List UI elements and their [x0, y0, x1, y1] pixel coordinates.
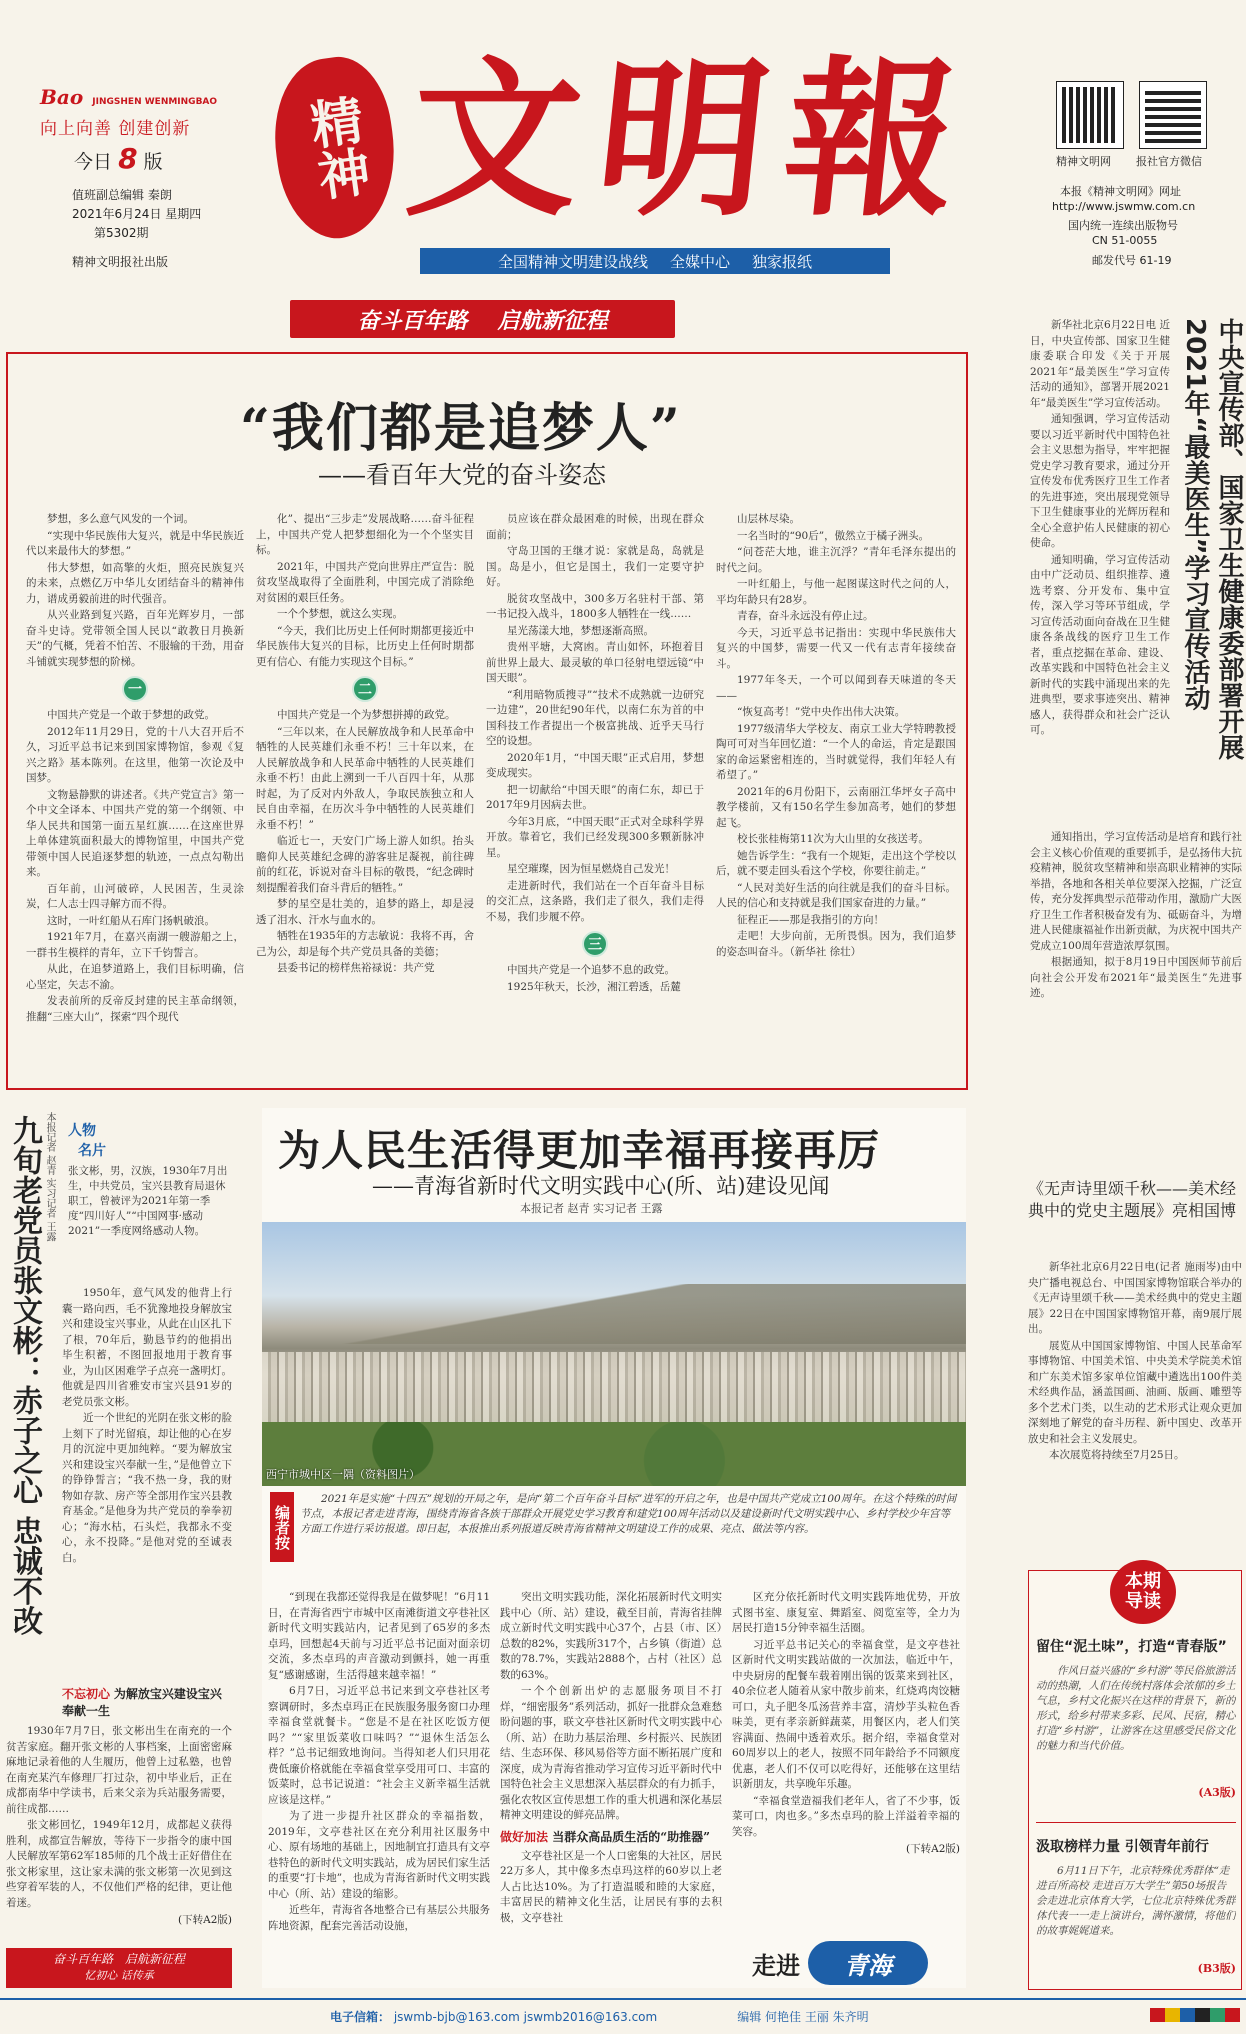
profile-p2: 近一个世纪的光阴在张文彬的脸上刻下了时光留痕，却让他的心在岁月的沉淀中更加纯粹。“要为解放宝兴和建设宝兴奉献一生，”是他曾立下的铮铮誓言；“我不热一身，我的财物如存款、房产等全部用作宝兴县教育基金。”是他身为共产党员的拳拳初心；“海水枯，石头烂，我都永不变心，永不投降。”是他对党的至诚表白。: [62, 1412, 232, 1564]
walk-label: 走进: [752, 1950, 800, 1980]
profile-footer-banner: [6, 1948, 232, 1988]
right-mid-p1: 新华社北京6月22日电(记者 施雨岑)由中央广播电视总台、中国国家博物馆联合举办的《无声诗里颂千秋——美术经典中的党史主题展》22日在中国国家博物馆开幕，南9展厅展出。: [1028, 1261, 1242, 1335]
feature-c1-p2: 6月7日，习近平总书记来到文亭巷社区考察调研时，多杰卓玛正在民族服务服务窗口办理幸福食堂就餐卡。“您是不是在社区吃饭方便吗？”“家里饭菜收口味吗？”“退休生活怎么样？”总书记细致地询问。当得知老人们只用花费低廉价格就能在幸福食堂享受用可口、丰富的饭菜时，总书记说道：“社会主义新幸福生活就应该是这样。”: [268, 1685, 490, 1806]
guide-head-2: 导读: [1125, 1591, 1161, 1612]
lead-c4-p11: 校长张桂梅第11次为大山里的女孩送考。: [737, 833, 929, 845]
right-top-body-wide: [1030, 830, 1242, 1092]
guide-item-1-body: 作风日益兴盛的“乡村游”等民俗旅游活动的热潮，人们在传统村落体会浓郁的乡土气息，乡村文化振兴在这样的背景下，新的形式，给乡村带来多彩、民风、民宿，精心打造“乡村游”，让游客在这里感受民俗文化的魅力和当代价值。: [1036, 1665, 1236, 1752]
masthead: [0, 0, 1246, 282]
lead-c1-p9: 这时，一叶红船从石库门扬帆破浪。: [47, 914, 215, 927]
feature-c3-p3: “幸福食堂造福我们老年人，省了不少事，饭菜可口，肉也多。”多杰卓玛的脸上洋溢着幸福的笑容。: [732, 1794, 960, 1838]
lead-c3-p3: 脱贫攻坚战中，300多万名驻村干部、第一书记投入战斗，1800多人牺牲在一线……: [486, 592, 704, 620]
feature-column-1: [268, 1590, 490, 1990]
feature-subhead-red: 做好加法: [500, 1829, 549, 1844]
feature-subheadline: ——青海省新时代文明实践中心(所、站)建设见闻: [372, 1174, 830, 1198]
qr-code-wechat[interactable]: [1140, 82, 1206, 148]
feature-headline: 为人民生活得更加幸福再接再厉: [278, 1126, 881, 1175]
lead-c4-p6: 今天，习近平总书记指出：实现中华民族伟大复兴的中国梦，需要一代又一代有志青年接续奋斗。: [716, 626, 956, 670]
lead-c4-p12: 她告诉学生：“我有一个规矩，走出这个学校以后，就不要走回头看这个学校，你要往前走。”: [716, 849, 956, 877]
cn-number: CN 51-0055: [1092, 234, 1158, 247]
lead-c2-p8: 梦的星空是壮美的，追梦的路上，却是浸透了泪水、汗水与血水的。: [256, 898, 474, 926]
newspaper-title: 文明報: [399, 40, 985, 240]
section-number-2: 二: [352, 676, 378, 702]
guide-head-1: 本期: [1125, 1571, 1161, 1592]
feature-column-3: [732, 1590, 960, 1896]
lead-c4-p1: 山层林尽染。: [737, 513, 800, 525]
today-suffix: 版: [143, 151, 163, 173]
feature-c3-p2: 习近平总书记关心的幸福食堂，是文亭巷社区新时代文明实践站做的一次加法，临近中午，中央厨房的配餐车载着刚出锅的饭菜来到社区，40余位老人随着从家中散步前来，红烧鸡肉饺糖可口，丸子肥冬瓜汤营养丰富，清炒芋头粒色香味美，更有孝亲新鲜蔬菜，用餐区内，老人们笑容满面、热闹中透着欢乐。据介绍，幸福食堂对60周岁以上的老人，按照不同年龄给予不同额度优惠，老人们不仅可以吃得好，还能够在这里结识新朋友，共享晚年乐趣。: [732, 1638, 960, 1790]
lead-c4-p3: “问苍茫大地，谁主沉浮？”青年毛泽东提出的时代之问。: [716, 546, 956, 574]
page-count: 8: [118, 142, 138, 175]
lead-c4-p14: 征程正——那是我指引的方向！: [737, 913, 884, 926]
right-mid-p3: 本次展览将持续至7月25日。: [1049, 1449, 1185, 1461]
lead-c2-p9: 牺牲在1935年的方志敏说：我将不再，舍己为公，却是每个共产党员具备的美德；: [256, 930, 474, 958]
feature-byline: 本报记者 赵青 实习记者 王露: [520, 1202, 663, 1215]
right-mid-p2: 展览从中国国家博物馆、中国人民革命军事博物馆、中国美术馆、中央美术学院美术馆和广东美术馆多家单位馆藏中遴选出100件美术经典作品，涵盖国画、油画、版画、雕塑等多个艺术门类，以生动的艺术形式让观众更加深刻地了解党的奋斗历程、新中国史、改革开放史和社会主义发展史。: [1028, 1339, 1242, 1445]
feature-subhead-rest: 当群众高品质生活的“助推器”: [552, 1829, 711, 1844]
lead-c1-p3: 伟大梦想，如高擎的火炬，照亮民族复兴的未来，点燃亿万中华儿女团结奋斗的精神伟力，谱成勇毅前进的时代强音。: [26, 561, 244, 605]
qr-label-wechat: 报社官方微信: [1136, 155, 1202, 168]
issue-number: 第5302期: [94, 226, 149, 240]
lead-c2-p10: 县委书记的榜样焦裕禄说：共产党: [277, 962, 435, 974]
editor-note: 2021年是实施“十四五”规划的开局之年，是向“第二个百年奋斗目标”进军的开启之年，也是中国共产党成立100周年。在这个特殊的时间节点，本报记者走进青海，围绕青海省各族干部群众开展党史学习教育和建党100周年活动以及建设新时代文明实践中心、乡村学校少年宫等方面工作进行采访报道。即日起，本报推出系列报道反映青海省精神文明建设工作的成果、亮点、做法等内容。: [300, 1493, 957, 1535]
lead-c4-p13: “人民对美好生活的向往就是我们的奋斗目标。人民的信心和支持就是我们国家奋进的力量。”: [716, 881, 956, 909]
profile-subhead: [62, 1686, 232, 1722]
lead-c4-p8: “恢复高考！”党中央作出伟大决策。: [737, 706, 906, 718]
lead-c1-p10: 1921年7月，在嘉兴南湖一艘游船之上，一群书生模样的青年，立下千钧誓言。: [26, 931, 244, 959]
brand-english: JINGSHEN WENMINGBAO: [92, 97, 218, 107]
lead-c3-p7: 2020年1月，“中国天眼”正式启用，梦想变成现实。: [486, 751, 704, 779]
profile-p1: 1950年，意气风发的他背上行囊一路向西，毛不犹豫地投身解放宝兴和建设宝兴事业，从此在山区扎下了根，70年后，勤恳节约的他捐出毕生积蓄，不图回报地用于教育事业，为山区困难学子点亮一盏明灯。他就是四川省雅安市宝兴县91岁的老党员张文彬。: [62, 1287, 232, 1408]
section-banner: [290, 300, 675, 338]
lead-c3-p8: 把一切献给“中国天眼”的南仁东，却已于2017年9月因病去世。: [486, 783, 704, 811]
lead-c3-p2: 守岛卫国的王继才说：家就是岛，岛就是国。岛是小，但它是国土，我们一定要守护好。: [486, 545, 704, 588]
lead-headline: “我们都是追梦人”: [240, 398, 682, 459]
nav-strip: [420, 248, 890, 274]
badge-line-1: 人物: [68, 1123, 96, 1139]
lead-c3-p5: 贵州平塘，大窝凼。青山如怀，环抱着目前世界上最大、最灵敏的单口径射电望远镜“中国天眼”。: [486, 641, 704, 684]
lead-c3-p1: 员应该在群众最困难的时候，出现在群众面前；: [486, 513, 704, 541]
profile-subhead-rest: 为解放宝兴建设宝兴奉献一生: [62, 1687, 222, 1718]
lead-c1-p6: 2012年11月29日，党的十八大召开后不久，习近平总书记来到国家博物馆，参观《复兴之路》基本陈列。在这里，他第一次论及中国梦。: [26, 725, 244, 784]
feature-c1-p1: “到现在我都还觉得我是在做梦呢！”6月11日，在青海省西宁市城中区南滩街道文亭巷社区新时代文明实践站内，记者见到了65岁的多杰卓玛，回想起4天前与习近平总书记面对面亲切交流，多杰卓玛的声音激动到颤抖，她一再重复“感谢感谢，生活得越来越幸福！”: [268, 1591, 490, 1681]
badge-line-2: 名片: [78, 1143, 106, 1159]
profile-banner-left: 奋斗百年路: [53, 1952, 114, 1966]
guide-header: [1110, 1560, 1176, 1624]
profile-byline: 本报记者 赵青 实习记者 王露: [44, 1112, 55, 1242]
guide-item-2[interactable]: [1036, 1836, 1236, 1986]
lead-c1-p8: 百年前，山河破碎，人民困苦，生灵涂炭，仁人志士四寻解方而不得。: [26, 882, 244, 910]
seal-mark: [264, 51, 406, 246]
lead-c2-p6: “三年以来，在人民解放战争和人民革命中牺牲的人民英雄们永垂不朽！三十年以来，在人民解放战争和人民革命中牺牲的人民英雄们永垂不朽！由此上溯到一千八百四十年，从那时起，为了反对内外敌人，争取民族独立和人民自由幸福，在历次斗争中牺牲的人民英雄们永垂不朽！”: [256, 725, 474, 831]
website-url[interactable]: http://www.jswmw.com.cn: [1052, 200, 1196, 213]
banner-left: 奋斗百年路: [357, 307, 468, 334]
duty-editor: 值班副总编辑 秦朗: [72, 188, 172, 202]
profile-subhead-red: 不忘初心: [62, 1687, 111, 1701]
cn-label: 国内统一连续出版物号: [1068, 219, 1178, 232]
right-top-body: [1030, 318, 1170, 828]
feature-c3-p1: 区充分依托新时代文明实践阵地优势，开放式图书室、康复室、舞蹈室、阅览室等，全力为居民打造15分钟幸福生活圈。: [732, 1591, 960, 1634]
lead-column-4: [716, 512, 956, 1077]
profile-badge: [68, 1120, 126, 1160]
photo-mountains: [262, 1284, 966, 1344]
section-number-1: 一: [122, 676, 148, 702]
photo-city: [262, 1352, 966, 1422]
profile-headline: 九旬老党员张文彬：赤子之心 忠诚不改: [7, 1115, 42, 1636]
lead-c3-p4: 星光荡漾大地，梦想逐渐高照。: [507, 624, 654, 637]
lead-c4-p5: 青春，奋斗永远没有停止过。: [737, 610, 874, 622]
lead-c3-p13: 1925年秋天，长沙，湘江碧透，岳麓: [507, 980, 681, 993]
footer-bar: [0, 2004, 1246, 2028]
profile-banner-title: [6, 1950, 232, 1967]
lead-c3-p9: 今年3月底，“中国天眼”正式对全球科学界开放。靠着它，我们已经发现300多颗新脉冲星。: [486, 815, 704, 859]
guide-item-2-page: (B3版): [1197, 1962, 1236, 1975]
brand-logo: [40, 85, 240, 113]
profile-continued: (下转A2版): [178, 1914, 232, 1926]
lead-c1-p2: “实现中华民族伟大复兴，就是中华民族近代以来最伟大的梦想。”: [26, 529, 244, 557]
feature-column-2: [500, 1590, 722, 1990]
feature-c2-p2: 一个个创新出炉的志愿服务项目不打烊，“细密服务”系列活动，抓好一批群众急难愁盼问题的事，联文亭巷社区新时代文明实践中心（所、站）在助力基层治理、乡村振兴、民族团结、生态环保、移风易俗等方面不断拓展广度和深度，成为青海省推动学习宣传习近平新时代中国特色社会主义思想深入基层群众的有力抓手，强化农牧区宣传思想工作的重大机遇和深化基层精神文明建设的鲜亮品牌。: [500, 1685, 722, 1821]
lead-c1-p12: 发表前所的反帝反封建的民主革命纲领，推翻“三座大山”，探索“四个现代: [26, 995, 244, 1023]
lead-c4-p9: 1977级清华大学校友、南京工业大学特聘教授陶可可对当年回忆道：“一个人的命运，肯定是跟国家的命运紧密相连的，当时就觉得，我们年轻人有希望了。”: [716, 722, 956, 781]
today-prefix: 今日: [74, 151, 113, 173]
publisher: 精神文明报社出版: [72, 255, 169, 269]
section-number-3: 三: [582, 931, 608, 957]
lead-column-2: [256, 512, 474, 1077]
nav-item-network[interactable]: 全国精神文明建设战线: [497, 252, 648, 271]
seal-text: 精神: [298, 92, 373, 204]
lead-c2-p4: “今天，我们比历史上任何时期都更接近中华民族伟大复兴的目标，比历史上任何时期都更有信心、有能力实现这个目标。”: [256, 624, 474, 668]
lead-c3-p10: 星空璀璨，因为恒星燃烧自己发光！: [507, 863, 675, 875]
lead-c2-p3: 一个个梦想，就这么实现。: [277, 608, 403, 620]
guide-divider: [1036, 1822, 1236, 1823]
right-top-p4: 通知指出，学习宣传活动是培育和践行社会主义核心价值观的重要抓手，是弘扬伟大抗疫精神，脱贫攻坚精神和崇高职业精神的实际举措，各地和各相关单位要深入挖掘，广泛宣传，充分发挥典型示范带动作用，激励广大医疗卫生工作者积极奋发有为、砥砺奋斗，为增进人民健康福祉作出新贡献，为庆祝中国共产党成立100周年营造浓厚氛围。: [1030, 831, 1242, 952]
lead-c2-p2: 2021年，中国共产党向世界庄严宣告：脱贫攻坚战取得了全面胜利，中国完成了消除绝对贫困的艰巨任务。: [256, 560, 474, 604]
banner-right: 启航新征程: [497, 307, 608, 334]
lead-c4-p4: 一叶红船上，与他一起图谋这时代之问的人，平均年龄只有28岁。: [716, 578, 956, 606]
right-top-p2: 通知强调，学习宣传活动要以习近平新时代中国特色社会主义思想为指导，牢牢把握党史学习教育要求，通过分开宣传发布优秀医疗卫生工作者的先进事迹，突出展现党领导下卫生健康事业的光辉历程和全心全意护佑人民健康的初心使命。: [1030, 413, 1170, 549]
guide-item-1[interactable]: [1036, 1636, 1236, 1816]
issue-date: 2021年6月24日 星期四: [72, 207, 202, 221]
right-mid-headline: 《无声诗里颂千秋——美术经典中的党史主题展》亮相国博: [1028, 1179, 1237, 1220]
lead-c3-p11: 走进新时代，我们站在一个百年奋斗目标的交汇点，这条路，我们走了很久，我们走得不易，我们步履不停。: [486, 879, 704, 923]
guide-item-2-title: 汲取榜样力量 引领青年前行: [1036, 1839, 1209, 1855]
lead-subheadline: ——看百年大党的奋斗姿态: [318, 461, 606, 489]
lead-c2-p7: 临近七一，天安门广场上游人如织。抬头瞻仰人民英雄纪念碑的游客驻足凝视，前往碑前的红花，诉说对奋斗目标的敬畏，“纪念碑时刻提醒着我们奋斗背后的牺牲。”: [256, 835, 474, 894]
feature-photo: [262, 1222, 966, 1486]
qr-label-website: 精神文明网: [1056, 155, 1111, 168]
guide-item-2-body: 6月11日下午，北京特殊优秀群体“走进百所高校 走进百万大学生”第50场报告会走进北京体育大学，七位北京特殊优秀群体代表一一走上演讲台，满怀激情，将他们的故事娓娓道来。: [1036, 1865, 1236, 1937]
nav-item-media[interactable]: 全媒中心: [669, 252, 730, 271]
slogan: 向上向善 创建创新: [40, 119, 191, 139]
feature-c2-p3: 文亭巷社区是一个人口密集的大社区，居民22万多人，其中像多杰卓玛这样的60岁以上老人占比达10%。为了打造温暖和睦的大家庭，丰富居民的精神文化生活，让居民有事的去积极，文亭巷社: [500, 1849, 722, 1924]
lead-c2-p5: 中国共产党是一个为梦想拼搏的政党。: [277, 709, 456, 721]
lead-c1-p5: 中国共产党是一个敢于梦想的政党。: [47, 709, 215, 721]
lead-c1-p1: 梦想，多么意气风发的一个词。: [47, 513, 194, 525]
profile-banner-right: 启航新征程: [124, 1952, 185, 1966]
post-code: 邮发代号 61-19: [1092, 254, 1172, 267]
lead-c4-p15: 走吧！大步向前，无所畏惧。因为，我们追梦的姿态叫奋斗。（新华社 徐壮）: [716, 930, 956, 958]
profile-bio: 张文彬，男，汉族，1930年7月出生，中共党员，宝兴县教育局退休职工，曾被评为2021年第一季度“四川好人”“中国网事·感动2021”一季度网络感动人物。: [68, 1165, 228, 1237]
lead-c2-p1: 化”、提出“三步走”发展战略……奋斗征程上，中国共产党人把梦想细化为一个个坚实目标。: [256, 513, 474, 556]
profile-column-lower: [6, 1724, 232, 1944]
walk-place: 青海: [808, 1941, 928, 1985]
qr-code-website[interactable]: [1057, 82, 1123, 148]
guide-item-1-title: 留住“泥土味”，打造“青春版”: [1036, 1639, 1227, 1655]
walk-into-qinghai-badge: [752, 1940, 952, 1986]
footer-email-addresses[interactable]: jswmb-bjb@163.com jswmb2016@163.com: [393, 2009, 658, 2024]
lead-c1-p4: 从兴业路到复兴路，百年光辉岁月，一部奋斗史诗。党带领全国人民以“敢教日月换新天”的气概，凭着不怕苦、不服输的干劲，用奋斗铺就实现梦想的阶梯。: [26, 609, 244, 668]
guide-item-1-page: (A3版): [1198, 1786, 1236, 1799]
website-label: 本报《精神文明网》网址: [1060, 185, 1181, 198]
footer-editors: 编辑 何艳佳 王丽 朱齐明: [737, 2009, 869, 2024]
lead-c3-p6: “利用暗物质搜寻”“技术不成熟就一边研究一边建”，20世纪90年代，以南仁东为首的中国科技工作者提出一个极富挑战、近乎天马行空的设想。: [486, 688, 704, 747]
footer-email: [330, 2008, 657, 2025]
lead-c4-p7: 1977年冬天，一个可以闻到春天味道的冬天——: [716, 674, 956, 702]
lead-column-3: [486, 512, 704, 1077]
feature-c1-p4: 近些年，青海省各地整合已有基层公共服务阵地资源，配套完善活动设施，: [268, 1904, 490, 1932]
lead-c1-p7: 文物悬静默的讲述者。《共产党宣言》第一个中文全译本、中国共产党的第一个纲领、中华人民共和国第一面五星红旗……在这座世界上单体建筑面积最大的博物馆里，中国共产党带领中国人民追逐梦想的轨迹，一点点勾勒出来。: [26, 788, 244, 878]
editor-note-label: 编者按: [270, 1492, 294, 1562]
profile-p4: 张文彬回忆，1949年12月，成都起义获得胜利，成都宣告解放，等待下一步指令的康中国人民解放军第62军185师的几个战士正好借住在张文彬家里，这让家未满的张文彬第一次见到这些穿着军装的人，不仅他们严格的纪律，更让他着迷。: [6, 1819, 232, 1909]
right-top-p5: 根据通知，拟于8月19日中国医师节前后向社会公开发布2021年“最美医生”先进事迹。: [1030, 956, 1242, 999]
right-mid-body: [1028, 1260, 1242, 1560]
brand-mark: Bao: [40, 85, 84, 109]
photo-caption: 西宁市城中区一隅（资料图片）: [266, 1468, 420, 1481]
right-top-p1: 新华社北京6月22日电 近日，中央宣传部、国家卫生健康委联合印发《关于开展2021年“最美医生”学习宣传活动的通知》，部署开展2021年“最美医生”学习宣传活动。: [1030, 319, 1170, 409]
feature-c2-p1: 突出文明实践功能，深化拓展新时代文明实践中心（所、站）建设，截至目前，青海省挂牌成立新时代文明实践中心37个，占县（市、区）总数的82%，实践所317个，占乡镇（街道）总数的78.7%，实践站2888个，占村（社区）总数的63%。: [500, 1591, 722, 1681]
right-top-headline: 中央宣传部、国家卫生健康委部署开展2021年“最美医生”学习宣传活动: [1180, 318, 1244, 760]
profile-column-upper: [62, 1286, 232, 1686]
color-registration-strip: [1150, 2008, 1240, 2022]
feature-c1-p3: 为了进一步提升社区群众的幸福指数，2019年，文亭巷社区在充分利用社区服务中心、原有场地的基础上，因地制宜打造具有文亭巷特色的新时代文明实践站，成为居民们家生活的重要“打卡地”，也成为青海省新时代文明实践中心（所、站）建设的缩影。: [268, 1810, 490, 1900]
lead-c1-p11: 从此，在追梦道路上，我们目标明确，信心坚定，矢志不渝。: [26, 963, 244, 991]
footer-rule: [0, 1998, 1246, 2000]
feature-subhead: [500, 1828, 722, 1845]
feature-continued: (下转A2版): [906, 1843, 960, 1855]
profile-banner-sub: 忆初心 话传承: [84, 1969, 154, 1982]
profile-p3: 1930年7月7日，张文彬出生在南充的一个贫苦家庭。翻开张文彬的人事档案，上面密密麻麻地记录着他的人生履历，他曾上过私塾，也曾在南充某汽车修理厂打过杂，初中毕业后，正在成都南华中学读书，后来父亲为兵站服务需要，前往成都……: [6, 1725, 232, 1815]
lead-c4-p10: 2021年的6月份阳下，云南丽江华坪女子高中教学楼前，又有150名学生参加高考，她们的梦想起飞。: [716, 785, 956, 829]
lead-c4-p2: 一名当时的“90后”，傲然立于橘子洲头。: [737, 529, 930, 542]
lead-c3-p12: 中国共产党是一个追梦不息的政党。: [507, 964, 675, 976]
today-pages: [74, 142, 163, 175]
lead-column-1: [26, 512, 244, 1077]
nav-item-paper[interactable]: 独家报纸: [752, 252, 813, 271]
right-top-p3: 通知明确，学习宣传活动由中广泛动员、组织推荐、遴选考察、分开发布、集中宣传，深入学习等环节组成，学习宣传活动面向奋战在卫生健康各条战线的医疗卫生工作者，重点挖掘在革命、建设、改革实践和中国特色社会主义新时代的实践中涌现出来的先进典型，要求事迹突出、精神感人，获得群众和社会广泛认可。: [1030, 553, 1170, 736]
footer-email-label: 电子信箱：: [330, 2009, 391, 2024]
